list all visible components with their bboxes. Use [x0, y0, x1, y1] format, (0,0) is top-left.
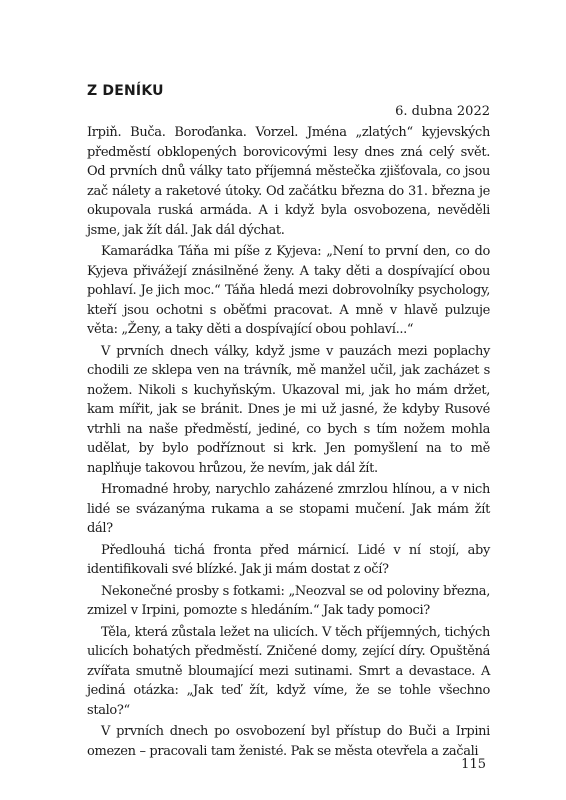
section-heading: Z DENÍKU: [87, 83, 164, 99]
diary-entry-date: 6. dubna 2022: [395, 104, 490, 119]
paragraph: Kamarádka Táňa mi píše z Kyjeva: „Není to první den, co do Kyjeva přivážejí znásilněné ženy. A taky děti a dospívající obou pohlaví. Je jich moc.“ Táňa hledá mezi dobrovolníky psychology, kteří jsou ochotni s oběťmi pracovat. A mně v hlavě pulzuje věta: „Ženy, a taky děti a dospívající obou pohlaví...“: [87, 244, 490, 337]
paragraph: Těla, která zůstala ležet na ulicích. V těch příjemných, tichých ulicích bohatých předměstí. Zničené domy, zející díry. Opuštěná zvířata smutně bloumající mezi sutinami. Smrt a devastace. A jediná otázka: „Jak teď žít, když víme, že se tohle všechno stalo?“: [87, 624, 490, 718]
body-text: [87, 123, 490, 761]
paragraph: V prvních dnech po osvobození byl přístup do Buči a Irpini omezen – pracovali tam ženisté. Pak se města otevřela a začali: [87, 724, 490, 759]
paragraph: V prvních dnech války, když jsme v pauzách mezi poplachy chodili ze sklepa ven na trávník, mě manžel učil, jak zacházet s nožem. Nikoli s kuchyňským. Ukazoval mi, jak ho mám držet, kam mířit, jak se bránit. Dnes je mi už jasné, že kdyby Rusové vtrhli na naše předměstí, jediné, co bych s tím nožem mohla udělat, by bylo podříznout si krk. Jen pomyšlení na to mě naplňuje takovou hrůzou, že nevím, jak dál žít.: [87, 343, 490, 476]
paragraph: Nekonečné prosby s fotkami: „Neozval se od poloviny března, zmizel v Irpini, pomozte s hledáním.“ Jak tady pomoci?: [87, 583, 490, 618]
paragraph: Irpiň. Buča. Boroďanka. Vorzel. Jména „zlatých“ kyjevských předměstí obklopených borovicovými lesy dnes zná celý svět. Od prvních dnů války tato příjemná městečka zjišťovala, co jsou zač nálety a raketové útoky. Od začátku března do 31. března je okupovala ruská armáda. A i když byla osvobozena, nevěděli jsme, jak žít dál. Jak dál dýchat.: [87, 125, 490, 238]
paragraph: Hromadné hroby, narychlo zaházené zmrzlou hlínou, a v nich lidé se svázanýma rukama a se stopami mučení. Jak mám žít dál?: [87, 482, 490, 536]
page-number: 115: [461, 757, 486, 772]
paragraph: Předlouhá tichá fronta před márnicí. Lidé v ní stojí, aby identifikovali své blízké. Jak ji mám dostat z očí?: [87, 542, 490, 577]
